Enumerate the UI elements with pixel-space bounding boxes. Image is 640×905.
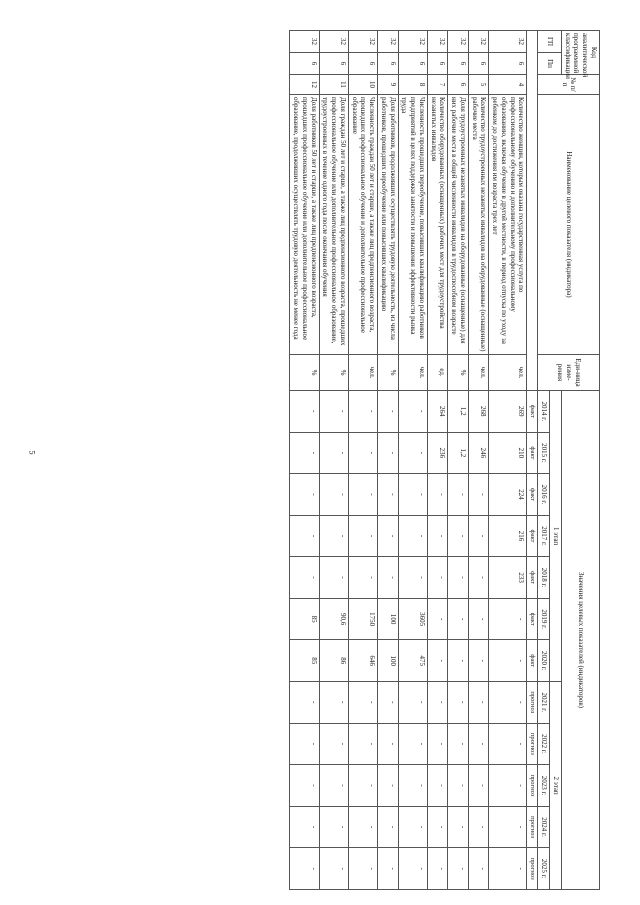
value-cell: - <box>468 848 489 890</box>
value-cell: 3605 <box>398 598 427 640</box>
value-cell: - <box>489 682 527 724</box>
indicators-table <box>289 30 600 890</box>
value-cell: - <box>319 474 348 516</box>
table-row <box>489 31 527 890</box>
value-cell: - <box>427 765 448 807</box>
value-cell: - <box>448 848 469 890</box>
value-cell: - <box>398 515 427 557</box>
value-cell: 216 <box>489 515 527 557</box>
unit-cell: % <box>290 355 319 391</box>
code-gp-cell: 32 <box>319 31 348 53</box>
header-name: Наименование целевого показателя (индикатора) <box>538 95 600 355</box>
value-cell: - <box>489 848 527 890</box>
value-cell: 100 <box>378 640 399 682</box>
value-cell: 264 <box>427 391 448 433</box>
header-year: 2025 г. <box>538 848 550 890</box>
code-pp-cell: 6 <box>319 53 348 75</box>
value-cell: - <box>319 557 348 599</box>
code-gp-cell: 32 <box>448 31 469 53</box>
header-value-type: факт <box>527 557 538 599</box>
indicator-name-cell: Доля граждан 50 лет и старше, а также лиц предпенсионного возраста, прошедших профессиональное обучение или дополнительное профессиональное образование, трудоустроенных в течение одного года после окончания обучения <box>319 95 348 355</box>
code-gp-cell: 32 <box>348 31 377 53</box>
value-cell: - <box>378 391 399 433</box>
code-pp-cell: 6 <box>398 53 427 75</box>
table-row <box>319 31 348 890</box>
unit-cell: % <box>319 355 348 391</box>
value-cell: - <box>398 723 427 765</box>
value-cell: - <box>489 598 527 640</box>
value-cell: - <box>378 557 399 599</box>
row-number-cell: 8 <box>398 75 427 95</box>
header-year: 2022 г. <box>538 723 550 765</box>
value-cell: - <box>448 723 469 765</box>
value-cell: - <box>290 848 319 890</box>
code-gp-cell: 32 <box>427 31 448 53</box>
value-cell: - <box>290 515 319 557</box>
header-stage-2: 2 этап <box>550 682 562 890</box>
value-cell: 90,6 <box>319 598 348 640</box>
value-cell: - <box>468 557 489 599</box>
value-cell: - <box>290 474 319 516</box>
value-cell: - <box>378 682 399 724</box>
value-cell: 100 <box>378 598 399 640</box>
value-cell: - <box>398 682 427 724</box>
header-value-type: факт <box>527 474 538 516</box>
header-year: 2024 г. <box>538 806 550 848</box>
value-cell: - <box>378 432 399 474</box>
row-number-cell: 9 <box>378 75 399 95</box>
value-cell: - <box>468 515 489 557</box>
value-cell: - <box>290 432 319 474</box>
value-cell: - <box>348 765 377 807</box>
value-cell: - <box>290 806 319 848</box>
code-gp-cell: 32 <box>378 31 399 53</box>
row-number-cell: 7 <box>427 75 448 95</box>
value-cell: - <box>348 557 377 599</box>
header-unit: Еди-ница изме-рения <box>538 355 600 391</box>
value-cell: 85 <box>290 598 319 640</box>
code-pp-cell: 6 <box>348 53 377 75</box>
value-cell: - <box>448 598 469 640</box>
value-cell: - <box>468 765 489 807</box>
value-cell: - <box>398 432 427 474</box>
indicator-name-cell: Доля трудоустроенных незанятых инвалидов на оборудованные (оснащенные) для них рабочие места в общей численности инвалидов в трудоспособном возрасте <box>448 95 469 355</box>
table-row <box>427 31 448 890</box>
value-cell: - <box>319 848 348 890</box>
indicator-name-cell: Количество женщин, которым оказана государственная услуга по профессиональному обучению и дополнительному профессиональному образованию, включая обучение в другой местности, в период отпуска по уходу за ребенком до достижения им возраста трех лет <box>489 95 527 355</box>
value-cell: - <box>448 557 469 599</box>
indicator-name-cell: Доля работников, продолживших осуществлять трудовую деятельность, из числа работников, прошедших переобучение или повысивших квалификацию <box>378 95 399 355</box>
value-cell: - <box>427 848 448 890</box>
indicator-name-cell: Численность прошедших переобучение, повысивших квалификацию работников предприятий в целях поддержки занятости и повышения эффективности рынка труда <box>398 95 427 355</box>
indicator-name-cell: Доля работников 50 лет и старше, а также лиц предпенсионного возраста, прошедших профессиональное обучение или дополнительное профессиональное образование, продолживших осуществлять трудовую деятельность не менее года <box>290 95 319 355</box>
header-value-type: прогноз <box>527 848 538 890</box>
row-number-cell: 6 <box>448 75 469 95</box>
value-cell: - <box>398 391 427 433</box>
unit-cell: чел. <box>348 355 377 391</box>
value-cell: 236 <box>427 432 448 474</box>
table-row <box>468 31 489 890</box>
unit-cell: чел. <box>489 355 527 391</box>
header-year: 2020 г. <box>538 640 550 682</box>
value-cell: - <box>319 682 348 724</box>
header-value-type: прогноз <box>527 765 538 807</box>
value-cell: - <box>448 806 469 848</box>
code-pp-cell: 6 <box>468 53 489 75</box>
value-cell: - <box>319 765 348 807</box>
code-gp-cell: 32 <box>290 31 319 53</box>
value-cell: 268 <box>468 391 489 433</box>
indicator-name-cell: Количество оборудованных (оснащенных) рабочих мест для трудоустройства незанятых инвалидов <box>427 95 448 355</box>
indicator-name-cell: Численность граждан 50 лет и старше, а также лиц предпенсионного возраста, прошедших профессиональное обучение и дополнительное профессиональное образование <box>348 95 377 355</box>
value-cell: 85 <box>290 640 319 682</box>
value-cell: - <box>398 765 427 807</box>
page-number: 5 <box>27 450 37 455</box>
header-code-group: Код аналитической программной классификации <box>562 31 600 75</box>
value-cell: - <box>348 432 377 474</box>
row-number-cell: 11 <box>319 75 348 95</box>
header-num: № п/п <box>538 75 600 95</box>
header-year: 2014 г. <box>538 391 550 433</box>
header-values-group: Значения целевых показателей (индикаторов) <box>562 391 600 890</box>
value-cell: 1,2 <box>448 391 469 433</box>
unit-cell: % <box>448 355 469 391</box>
value-cell: - <box>348 682 377 724</box>
indicators-sheet <box>70 30 600 890</box>
code-gp-cell: 32 <box>468 31 489 53</box>
value-cell: - <box>290 723 319 765</box>
value-cell: - <box>348 391 377 433</box>
value-cell: - <box>290 557 319 599</box>
header-value-type: факт <box>527 515 538 557</box>
value-cell: - <box>319 723 348 765</box>
header-value-type: прогноз <box>527 723 538 765</box>
value-cell: - <box>489 640 527 682</box>
value-cell: - <box>427 682 448 724</box>
row-number-cell: 12 <box>290 75 319 95</box>
value-cell: 1750 <box>348 598 377 640</box>
value-cell: - <box>427 723 448 765</box>
code-pp-cell: 6 <box>378 53 399 75</box>
value-cell: - <box>378 765 399 807</box>
value-cell: - <box>427 598 448 640</box>
header-year: 2018 г. <box>538 557 550 599</box>
table-row <box>378 31 399 890</box>
value-cell: 475 <box>398 640 427 682</box>
value-cell: - <box>468 723 489 765</box>
value-cell: 269 <box>489 391 527 433</box>
value-cell: - <box>348 848 377 890</box>
value-cell: - <box>427 474 448 516</box>
value-cell: - <box>290 391 319 433</box>
value-cell: - <box>468 640 489 682</box>
table-row <box>290 31 319 890</box>
value-cell: - <box>378 848 399 890</box>
value-cell: - <box>348 806 377 848</box>
unit-cell: % <box>378 355 399 391</box>
value-cell: - <box>378 515 399 557</box>
value-cell: - <box>468 598 489 640</box>
unit-cell: чел. <box>398 355 427 391</box>
unit-cell: ед. <box>427 355 448 391</box>
value-cell: - <box>448 765 469 807</box>
value-cell: - <box>489 723 527 765</box>
value-cell: 246 <box>468 432 489 474</box>
header-pp: Пп <box>538 53 562 75</box>
value-cell: - <box>427 806 448 848</box>
header-value-type: факт <box>527 432 538 474</box>
value-cell: - <box>448 640 469 682</box>
value-cell: - <box>348 474 377 516</box>
header-gp: ГП <box>538 31 562 53</box>
header-year: 2023 г. <box>538 765 550 807</box>
value-cell: - <box>448 682 469 724</box>
header-value-type: факт <box>527 598 538 640</box>
value-cell: - <box>448 515 469 557</box>
header-year: 2019 г. <box>538 598 550 640</box>
header-year: 2015 г. <box>538 432 550 474</box>
value-cell: - <box>398 848 427 890</box>
value-cell: - <box>398 557 427 599</box>
header-value-type: прогноз <box>527 682 538 724</box>
value-cell: - <box>348 723 377 765</box>
code-pp-cell: 6 <box>448 53 469 75</box>
header-year: 2017 г. <box>538 515 550 557</box>
value-cell: - <box>348 515 377 557</box>
unit-cell: чел. <box>468 355 489 391</box>
value-cell: 233 <box>489 557 527 599</box>
row-number-cell: 5 <box>468 75 489 95</box>
table-row <box>348 31 377 890</box>
header-value-type: прогноз <box>527 806 538 848</box>
header-year: 2021 г. <box>538 682 550 724</box>
value-cell: - <box>319 515 348 557</box>
table-row <box>448 31 469 890</box>
value-cell: - <box>319 806 348 848</box>
value-cell: - <box>319 391 348 433</box>
value-cell: - <box>378 806 399 848</box>
value-cell: - <box>468 474 489 516</box>
value-cell: - <box>489 765 527 807</box>
header-stage-1: 1 этап <box>550 391 562 682</box>
value-cell: - <box>378 723 399 765</box>
header-value-type: факт <box>527 391 538 433</box>
row-number-cell: 4 <box>489 75 527 95</box>
value-cell: 210 <box>489 432 527 474</box>
value-cell: 224 <box>489 474 527 516</box>
code-pp-cell: 6 <box>427 53 448 75</box>
value-cell: - <box>427 557 448 599</box>
value-cell: - <box>427 640 448 682</box>
code-pp-cell: 6 <box>290 53 319 75</box>
code-pp-cell: 6 <box>489 53 527 75</box>
header-year: 2016 г. <box>538 474 550 516</box>
value-cell: 1,2 <box>448 432 469 474</box>
value-cell: - <box>448 474 469 516</box>
value-cell: 646 <box>348 640 377 682</box>
value-cell: - <box>319 432 348 474</box>
table-row <box>398 31 427 890</box>
value-cell: - <box>398 806 427 848</box>
value-cell: - <box>427 515 448 557</box>
value-cell: - <box>489 806 527 848</box>
table-header <box>527 31 600 890</box>
value-cell: 86 <box>319 640 348 682</box>
value-cell: - <box>378 474 399 516</box>
indicator-name-cell: Количество трудоустроенных незанятых инвалидов на оборудованные (оснащенные) рабочие места <box>468 95 489 355</box>
row-number-cell: 10 <box>348 75 377 95</box>
value-cell: - <box>468 806 489 848</box>
value-cell: - <box>398 474 427 516</box>
value-cell: - <box>290 765 319 807</box>
code-gp-cell: 32 <box>398 31 427 53</box>
header-value-type: факт <box>527 640 538 682</box>
table-body <box>290 31 527 890</box>
value-cell: - <box>290 682 319 724</box>
code-gp-cell: 32 <box>489 31 527 53</box>
value-cell: - <box>468 682 489 724</box>
